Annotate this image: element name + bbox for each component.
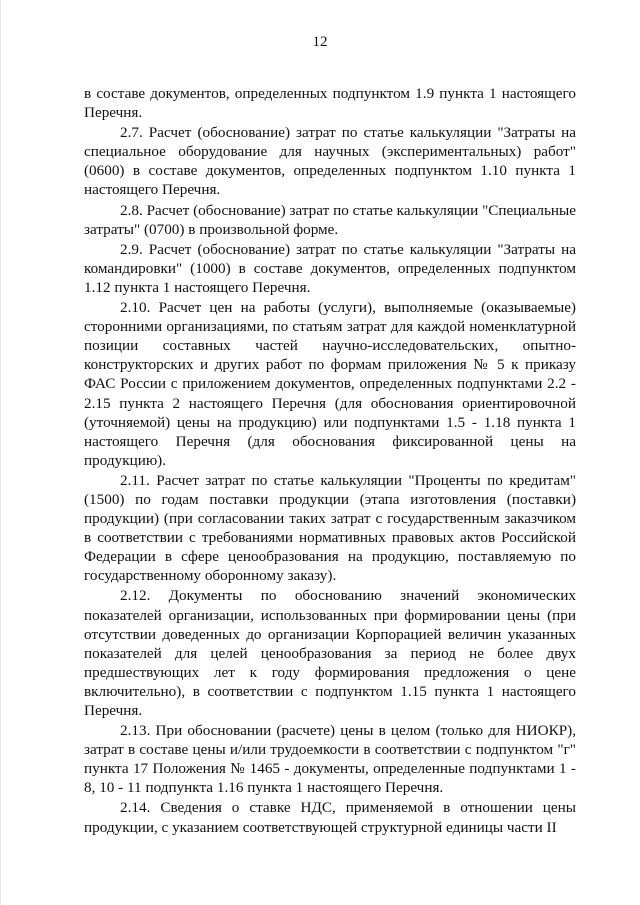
paragraph-2-13: 2.13. При обосновании (расчете) цены в целом (только для НИОКР), затрат в составе цены и/или трудоемкости в соответствии с подпунктом "г" пункта 17 Положения № 1465 - документы, определенные подпунктами 1 - 8, 10 - 11 подпункта 1.16 пункта 1 настоящего Перечня. xyxy=(84,722,576,797)
paragraph-2-10: 2.10. Расчет цен на работы (услуги), выполняемые (оказываемые) сторонними организациями, по статьям затрат для каждой номенклатурной позиции составных частей научно-исследовательских, опытно-конструкторских и других работ по формам приложения № 5 к приказу ФАС России с приложением документов, определенных подпунктами 2.2 - 2.15 пункта 2 настоящего Перечня (для обоснования ориентировочной (уточняемой) цены на продукцию) или подпунктами 1.5 - 1.18 пункта 1 настоящего Перечня (для обоснования фиксированной цены на продукцию). xyxy=(84,299,576,469)
paragraph-continuation: в составе документов, определенных подпунктом 1.9 пункта 1 настоящего Перечня. xyxy=(84,85,576,122)
document-body xyxy=(84,84,576,838)
paragraph-2-7: 2.7. Расчет (обоснование) затрат по статье калькуляции "Затраты на специальное оборудование для научных (экспериментальных) работ" (0600) в составе документов, определенных подпунктом 1.10 пункта 1 настоящего Перечня. xyxy=(84,124,576,199)
page-number: 12 xyxy=(312,34,328,50)
paragraph-2-8: 2.8. Расчет (обоснование) затрат по статье калькуляции "Специальные затраты" (0700) в произвольной форме. xyxy=(84,201,576,238)
paragraph-2-9: 2.9. Расчет (обоснование) затрат по статье калькуляции "Затраты на командировки" (1000) в составе документов, определенных подпунктом 1.12 пункта 1 настоящего Перечня. xyxy=(84,240,576,296)
paragraph-2-14: 2.14. Сведения о ставке НДС, применяемой в отношении цены продукции, с указанием соответствующей структурной единицы части II xyxy=(84,799,576,836)
paragraph-2-12: 2.12. Документы по обоснованию значений экономических показателей организации, использованных при формировании цены (при отсутствии доведенных до организации Корпорацией величин указанных показателей для целей ценообразования за период не более двух предшествующих лет к году формирования предложения о цене включительно), в соответствии с подпунктом 1.15 пункта 1 настоящего Перечня. xyxy=(84,587,576,719)
paragraph-2-11: 2.11. Расчет затрат по статье калькуляции "Проценты по кредитам" (1500) по годам поставки продукции (этапа изготовления (поставки) продукции) (при согласовании таких затрат с государственным заказчиком в соответствии с требованиями нормативных правовых актов Российской Федерации в сфере ценообразования на продукцию, поставляемую по государственному оборонному заказу). xyxy=(84,471,576,585)
page-edge xyxy=(0,0,1,905)
